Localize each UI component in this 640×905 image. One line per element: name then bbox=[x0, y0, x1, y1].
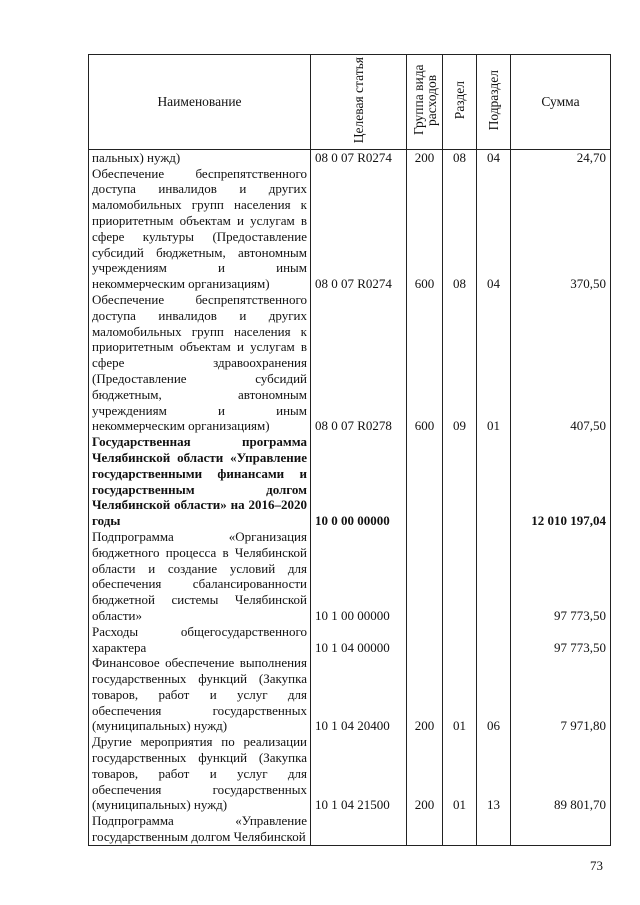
header-expense-group: Группа вида расходов bbox=[407, 55, 443, 150]
row-subsection: 13 bbox=[477, 734, 511, 813]
row-article: 10 1 00 00000 bbox=[311, 529, 407, 624]
row-group: 200 bbox=[407, 734, 443, 813]
header-name: Наименование bbox=[89, 55, 311, 150]
row-subsection bbox=[477, 813, 511, 845]
row-group: 200 bbox=[407, 655, 443, 734]
row-name: пальных) нужд) bbox=[89, 149, 311, 165]
row-amount: 7 971,80 bbox=[511, 655, 611, 734]
row-amount: 407,50 bbox=[511, 292, 611, 434]
row-group bbox=[407, 624, 443, 656]
table-row bbox=[89, 149, 611, 165]
row-name: Финансовое обеспечение выполнения государственных функций (Закупка товаров, работ и услуг для обеспечения государственных (муниципальных) нужд) bbox=[89, 655, 311, 734]
table-row-program bbox=[89, 434, 611, 529]
row-article: 08 0 07 R0274 bbox=[311, 166, 407, 292]
row-subsection bbox=[477, 434, 511, 529]
row-subsection: 04 bbox=[477, 166, 511, 292]
row-section: 09 bbox=[443, 292, 477, 434]
header-section: Раздел bbox=[443, 55, 477, 150]
page-number: 73 bbox=[590, 858, 603, 873]
row-group bbox=[407, 434, 443, 529]
row-amount: 12 010 197,04 bbox=[511, 434, 611, 529]
row-group: 600 bbox=[407, 166, 443, 292]
table-row bbox=[89, 166, 611, 292]
header-subsection: Подраздел bbox=[477, 55, 511, 150]
table-row bbox=[89, 655, 611, 734]
row-article: 10 1 04 20400 bbox=[311, 655, 407, 734]
row-section: 01 bbox=[443, 655, 477, 734]
row-subsection bbox=[477, 529, 511, 624]
row-amount bbox=[511, 813, 611, 845]
row-section bbox=[443, 624, 477, 656]
row-article: 08 0 07 R0278 bbox=[311, 292, 407, 434]
row-article: 08 0 07 R0274 bbox=[311, 149, 407, 165]
table-row bbox=[89, 624, 611, 656]
row-name: Другие мероприятия по реализации государственных функций (Закупка товаров, работ и услуг для обеспечения государственных (муниципальных) нужд) bbox=[89, 734, 311, 813]
table-header-row bbox=[89, 55, 611, 150]
header-amount: Сумма bbox=[511, 55, 611, 150]
row-amount: 97 773,50 bbox=[511, 624, 611, 656]
row-name: Обеспечение беспрепятственного доступа инвалидов и других маломобильных групп населения к приоритетным объектам и услугам в сфере культуры (Предоставление субсидий бюджетным, автономным учреждениям и иным некоммерческим организациям) bbox=[89, 166, 311, 292]
row-section: 08 bbox=[443, 149, 477, 165]
row-section: 08 bbox=[443, 166, 477, 292]
row-name: Государственная программа Челябинской области «Управление государственными финансами и государственным долгом Челябинской области» на 2016–2020 годы bbox=[89, 434, 311, 529]
row-group bbox=[407, 813, 443, 845]
budget-table bbox=[88, 54, 611, 846]
row-article: 10 0 00 00000 bbox=[311, 434, 407, 529]
row-article: 10 1 04 00000 bbox=[311, 624, 407, 656]
row-amount: 24,70 bbox=[511, 149, 611, 165]
header-target-article: Целевая статья bbox=[311, 55, 407, 150]
row-subsection: 04 bbox=[477, 149, 511, 165]
row-name: Обеспечение беспрепятственного доступа инвалидов и других маломобильных групп населения к приоритетным объектам и услугам в сфере здравоохранения (Предоставление субсидий бюджетным, автономным учреждениям и иным некоммерческим организациям) bbox=[89, 292, 311, 434]
row-group: 200 bbox=[407, 149, 443, 165]
table-row bbox=[89, 292, 611, 434]
row-name: Расходы общегосударственного характера bbox=[89, 624, 311, 656]
table-row bbox=[89, 529, 611, 624]
row-article bbox=[311, 813, 407, 845]
row-section bbox=[443, 434, 477, 529]
row-section bbox=[443, 529, 477, 624]
table-row bbox=[89, 734, 611, 813]
row-subsection bbox=[477, 624, 511, 656]
row-amount: 370,50 bbox=[511, 166, 611, 292]
row-amount: 97 773,50 bbox=[511, 529, 611, 624]
table-row bbox=[89, 813, 611, 845]
row-section bbox=[443, 813, 477, 845]
row-group: 600 bbox=[407, 292, 443, 434]
row-amount: 89 801,70 bbox=[511, 734, 611, 813]
row-article: 10 1 04 21500 bbox=[311, 734, 407, 813]
row-name: Подпрограмма «Управление государственным долгом Челябинской bbox=[89, 813, 311, 845]
row-subsection: 06 bbox=[477, 655, 511, 734]
row-group bbox=[407, 529, 443, 624]
row-section: 01 bbox=[443, 734, 477, 813]
row-name: Подпрограмма «Организация бюджетного процесса в Челябинской области и создание условий для обеспечения сбалансированности бюджетной системы Челябинской области» bbox=[89, 529, 311, 624]
row-subsection: 01 bbox=[477, 292, 511, 434]
